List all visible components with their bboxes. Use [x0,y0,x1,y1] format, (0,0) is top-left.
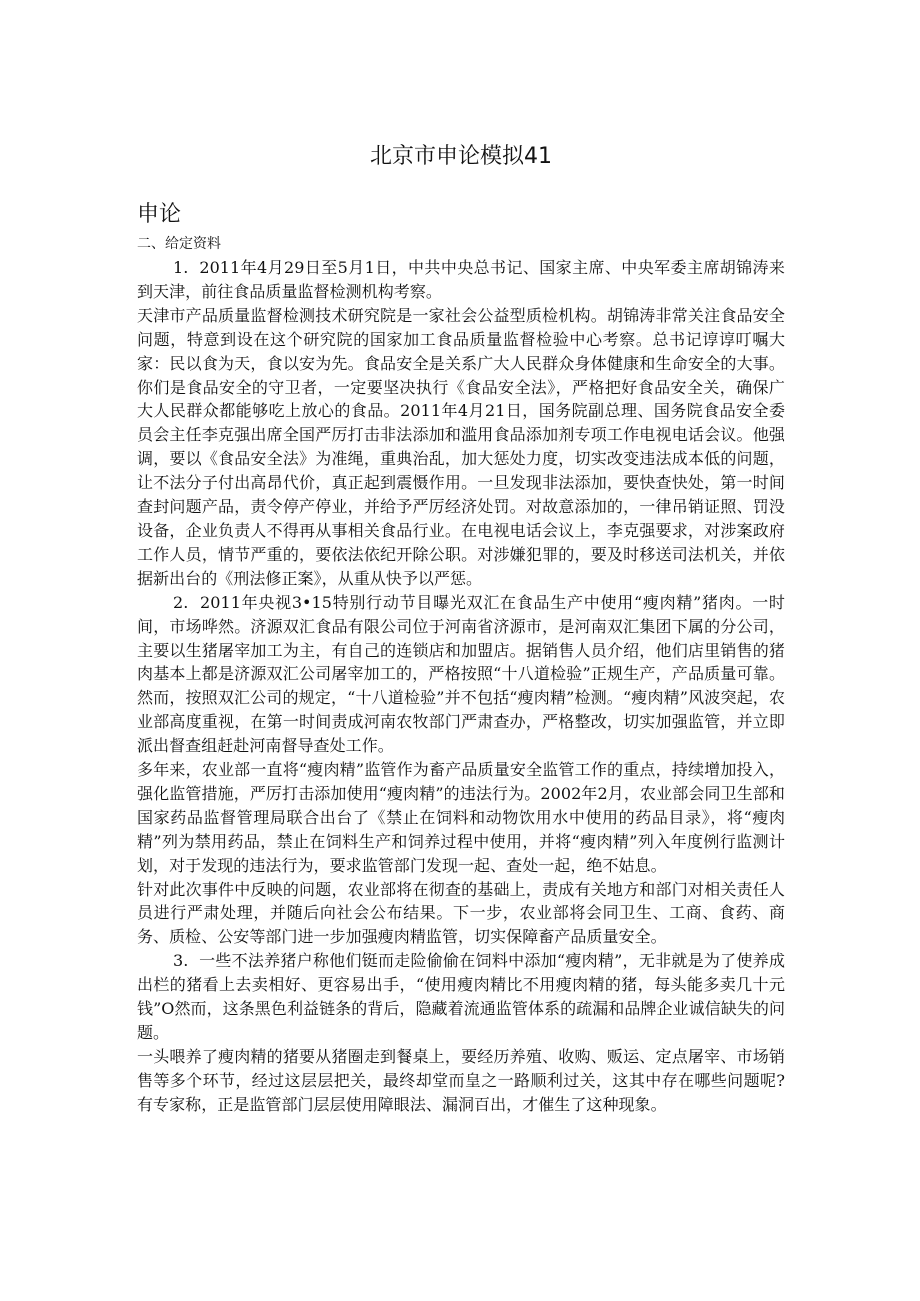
materials-subheading: 二、给定资料 [137,236,221,252]
paragraph-3: 2. 2011年央视3•15特别行动节目曝光双汇在食品生产中使用“瘦肉精”猪肉。一时间，市场哗然。济源双汇食品有限公司位于河南省济源市，是河南双汇集团下属的分公司，主要以生猪屠宰加工为主，有自己的连锁店和加盟店。据销售人员介绍，他们店里销售的猪肉基本上都是济源双汇公司屠宰加工的，严格按照“十八道检验”正规生产，产品质量可靠。然而，按照双汇公司的规定，“十八道检验”并不包括“瘦肉精”检测。“瘦肉精”风波突起，农业部高度重视，在第一时间责成河南农牧部门严肃查办，严格整改，切实加强监管，并立即派出督查组赶赴河南督导查处工作。 [137,592,785,756]
section-heading: 申论 [137,202,182,227]
document-body [137,256,785,1117]
document-title: 北京市申论模拟41 [370,144,552,169]
paragraph-4: 多年来，农业部一直将“瘦肉精”监管作为畜产品质量安全监管工作的重点，持续增加投入，强化监管措施，严厉打击添加使用“瘦肉精”的违法行为。2002年2月，农业部会同卫生部和国家药品监督管理局联合出台了《禁止在饲料和动物饮用水中使用的药品目录》，将“瘦肉精”列为禁用药品，禁止在饲料生产和饲养过程中使用，并将“瘦肉精”列入年度例行监测计划，对于发现的违法行为，要求监管部门发现一起、查处一起，绝不姑息。 [137,760,785,875]
paragraph-7: 一头喂养了瘦肉精的猪要从猪圈走到餐桌上，要经历养殖、收购、贩运、定点屠宰、市场销售等多个环节，经过这层层把关，最终却堂而皇之一路顺利过关，这其中存在哪些问题呢?有专家称，正是监管部门层层使用障眼法、漏洞百出，才催生了这种现象。 [137,1046,785,1114]
paragraph-1: 1. 2011年4月29日至5月1日，中共中央总书记、国家主席、中央军委主席胡锦涛来到天津，前往食品质量监督检测机构考察。 [137,258,785,301]
paragraph-2: 天津市产品质量监督检测技术研究院是一家社会公益型质检机构。胡锦涛非常关注食品安全问题，特意到设在这个研究院的国家加工食品质量监督检验中心考察。总书记谆谆叮嘱大家：民以食为天，食以安为先。食品安全是关系广大人民群众身体健康和生命安全的大事。你们是食品安全的守卫者，一定要坚决执行《食品安全法》，严格把好食品安全关，确保广大人民群众都能够吃上放心的食品。2011年4月21日，国务院副总理、国务院食品安全委员会主任李克强出席全国严厉打击非法添加和滥用食品添加剂专项工作电视电话会议。他强调，要以《食品安全法》为准绳，重典治乱，加大惩处力度，切实改变违法成本低的问题，让不法分子付出高昂代价，真正起到震慑作用。一旦发现非法添加，要快查快处，第一时间查封问题产品，责令停产停业，并给予严厉经济处罚。对故意添加的，一律吊销证照、罚没设备，企业负责人不得再从事相关食品行业。在电视电话会议上，李克强要求，对涉案政府工作人员，情节严重的，要依法依纪开除公职。对涉嫌犯罪的，要及时移送司法机关，并依据新出台的《刑法修正案》，从重从快予以严惩。 [137,305,785,588]
paragraph-6: 3. 一些不法养猪户称他们铤而走险偷偷在饲料中添加“瘦肉精”，无非就是为了使养成出栏的猪看上去卖相好、更容易出手，“使用瘦肉精比不用瘦肉精的猪，每头能多卖几十元钱”O然而，这条黑色利益链条的背后，隐藏着流通监管体系的疏漏和品牌企业诚信缺失的问题。 [137,951,785,1042]
paragraph-5: 针对此次事件中反映的问题，农业部将在彻查的基础上，责成有关地方和部门对相关责任人员进行严肃处理，并随后向社会公布结果。下一步，农业部将会同卫生、工商、食药、商务、质检、公安等部门进一步加强瘦肉精监管，切实保障畜产品质量安全。 [137,879,785,947]
